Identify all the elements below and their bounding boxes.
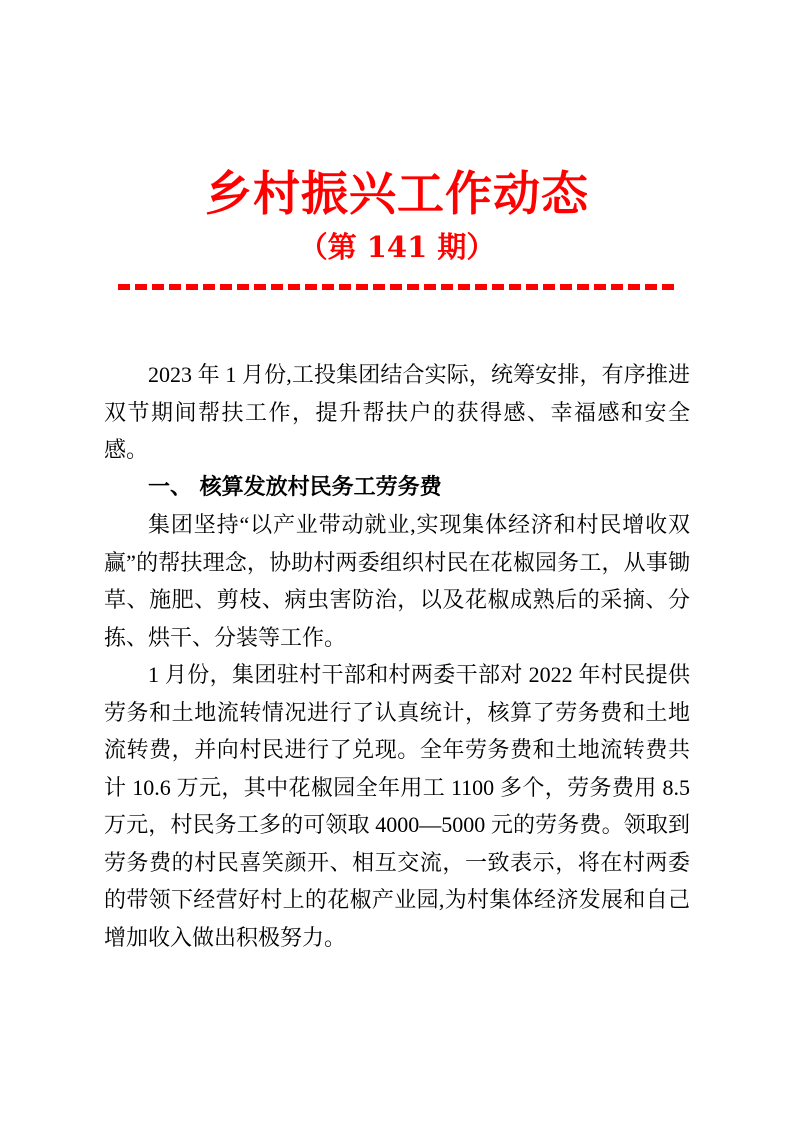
dashed-divider (118, 284, 676, 290)
page-title: 乡村振兴工作动态 (205, 167, 589, 222)
section-heading: 一、 核算发放村民务工劳务费 (148, 474, 442, 500)
issue-number: （第 141 期） (298, 230, 496, 264)
paragraph: 集团坚持“以产业带动就业,实现集体经济和村民增收双赢”的帮扶理念，协助村两委组织村民在花椒园务工，从事锄草、施肥、剪枝、病虫害防治，以及花椒成熟后的采摘、分拣、烘干、分装等工作。 (104, 512, 690, 650)
document-body (104, 356, 690, 956)
paragraph: 1 月份，集团驻村干部和村两委干部对 2022 年村民提供劳务和土地流转情况进行了认真统计，核算了劳务费和土地流转费，并向村民进行了兑现。全年劳务费和土地流转费共计 10.6 万元，其中花椒园全年用工 1100 多个，劳务费用 8.5 万元，村民务工多的可领取 4000—5000 元的劳务费。领取到劳务费的村民喜笑颜开、相互交流，一致表示，将在村两委的带领下经营好村上的花椒产业园,为村集体经济发展和自己增加收入做出积极努力。 (104, 662, 690, 950)
paragraph: 2023 年 1 月份,工投集团结合实际，统筹安排，有序推进双节期间帮扶工作，提升帮扶户的获得感、幸福感和安全感。 (104, 362, 690, 462)
